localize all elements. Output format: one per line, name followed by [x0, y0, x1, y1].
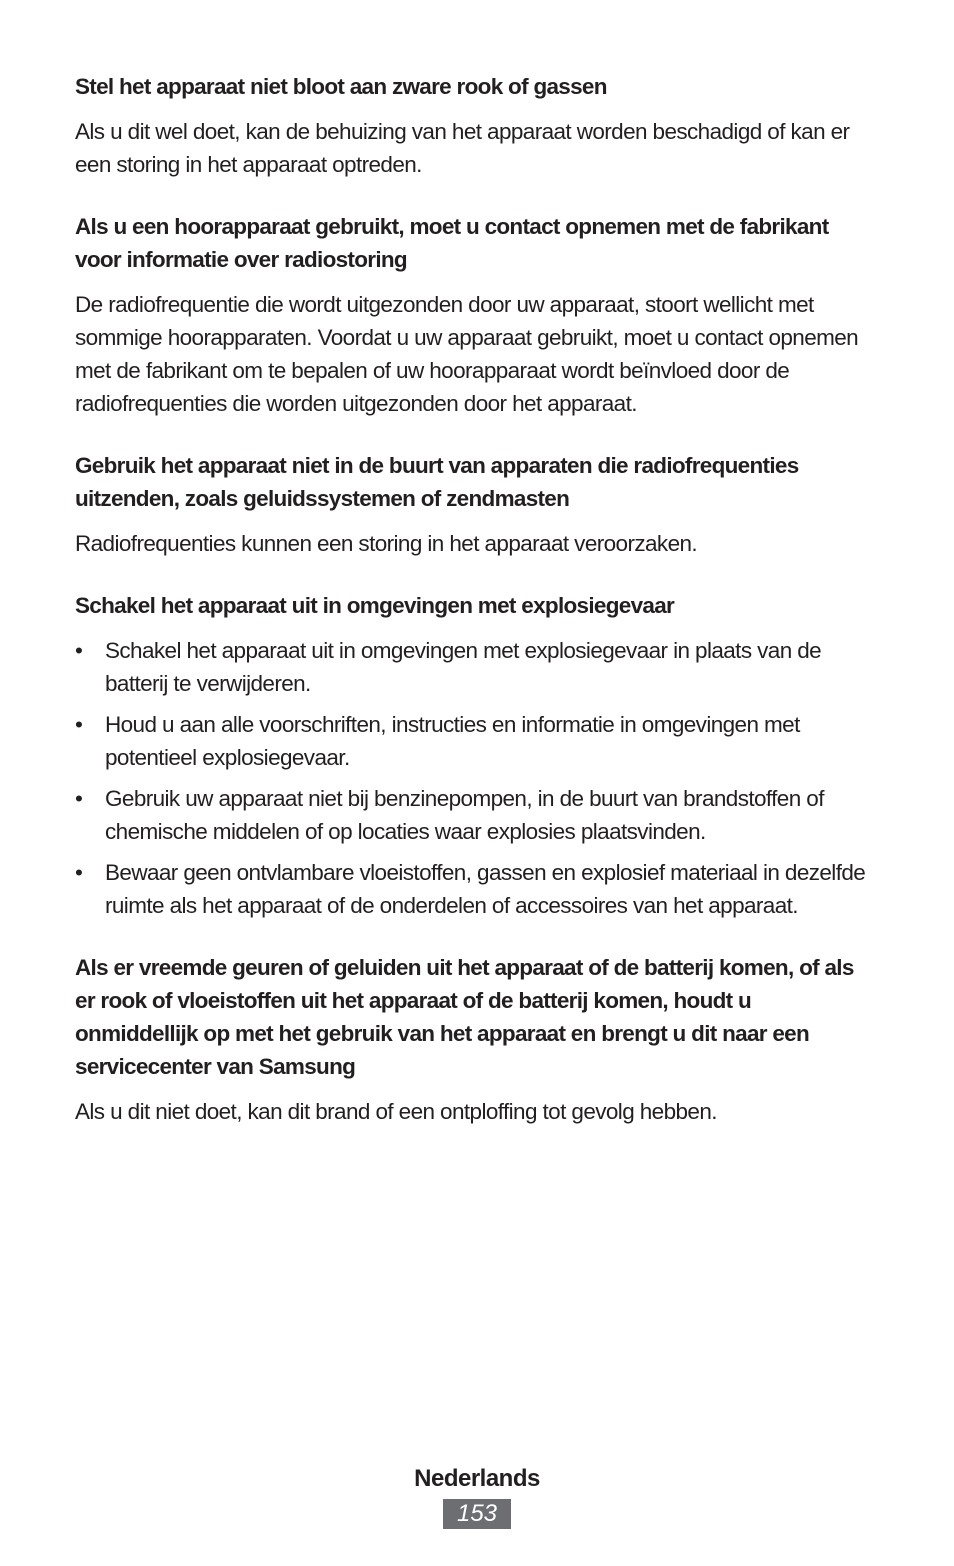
- section-radio-devices: [75, 449, 875, 560]
- section-body: De radiofrequentie die wordt uitgezonden door uw apparaat, stoort wellicht met sommige hoorapparaten. Voordat u uw apparaat gebruikt, moet u contact opnemen met de fabrikant om te bepalen of uw hoorapparaat wordt beïnvloed door de radiofrequenties die worden uitgezonden door het apparaat.: [75, 292, 859, 416]
- section-smoke-gases: [75, 70, 875, 181]
- list-item: [75, 708, 875, 774]
- section-body: Als u dit niet doet, kan dit brand of een ontploffing tot gevolg hebben.: [75, 1099, 717, 1124]
- list-item-text: Bewaar geen ontvlambare vloeistoffen, gassen en explosief materiaal in dezelfde ruimte als het apparaat of de onderdelen of accessoires van het apparaat.: [105, 860, 866, 918]
- section-heading: Als er vreemde geuren of geluiden uit het apparaat of de batterij komen, of als er rook of vloeistoffen uit het apparaat of de batterij komen, houdt u onmiddellijk op met het gebruik van het apparaat en brengt u dit naar een servicecenter van Samsung: [75, 955, 854, 1079]
- bullet-list: [75, 634, 875, 922]
- bullet-icon: •: [75, 638, 83, 663]
- section-heading: Schakel het apparaat uit in omgevingen met explosiegevaar: [75, 593, 675, 618]
- bullet-icon: •: [75, 860, 83, 885]
- list-item: [75, 782, 875, 848]
- section-heading: Als u een hoorapparaat gebruikt, moet u contact opnemen met de fabrikant voor informatie over radiostoring: [75, 214, 829, 272]
- section-body: Radiofrequenties kunnen een storing in het apparaat veroorzaken.: [75, 531, 698, 556]
- section-hearing-aid: [75, 210, 875, 420]
- page-content: [75, 70, 875, 1157]
- list-item-text: Gebruik uw apparaat niet bij benzinepompen, in de buurt van brandstoffen of chemische middelen of op locaties waar explosies plaatsvinden.: [105, 786, 824, 844]
- section-heading: Stel het apparaat niet bloot aan zware rook of gassen: [75, 74, 607, 99]
- page-number-badge: 153: [443, 1499, 511, 1529]
- page-footer: [0, 1462, 954, 1529]
- list-item-text: Houd u aan alle voorschriften, instructies en informatie in omgevingen met potentieel explosiegevaar.: [105, 712, 800, 770]
- bullet-icon: •: [75, 712, 83, 737]
- footer-language: Nederlands: [414, 1465, 540, 1492]
- list-item-text: Schakel het apparaat uit in omgevingen met explosiegevaar in plaats van de batterij te verwijderen.: [105, 638, 822, 696]
- section-heading: Gebruik het apparaat niet in de buurt van apparaten die radiofrequenties uitzenden, zoals geluidssystemen of zendmasten: [75, 453, 799, 511]
- section-strange-odors: [75, 951, 875, 1128]
- bullet-icon: •: [75, 786, 83, 811]
- section-body: Als u dit wel doet, kan de behuizing van het apparaat worden beschadigd of kan er een storing in het apparaat optreden.: [75, 119, 850, 177]
- section-explosive-environments: [75, 589, 875, 922]
- list-item: [75, 856, 875, 922]
- list-item: [75, 634, 875, 700]
